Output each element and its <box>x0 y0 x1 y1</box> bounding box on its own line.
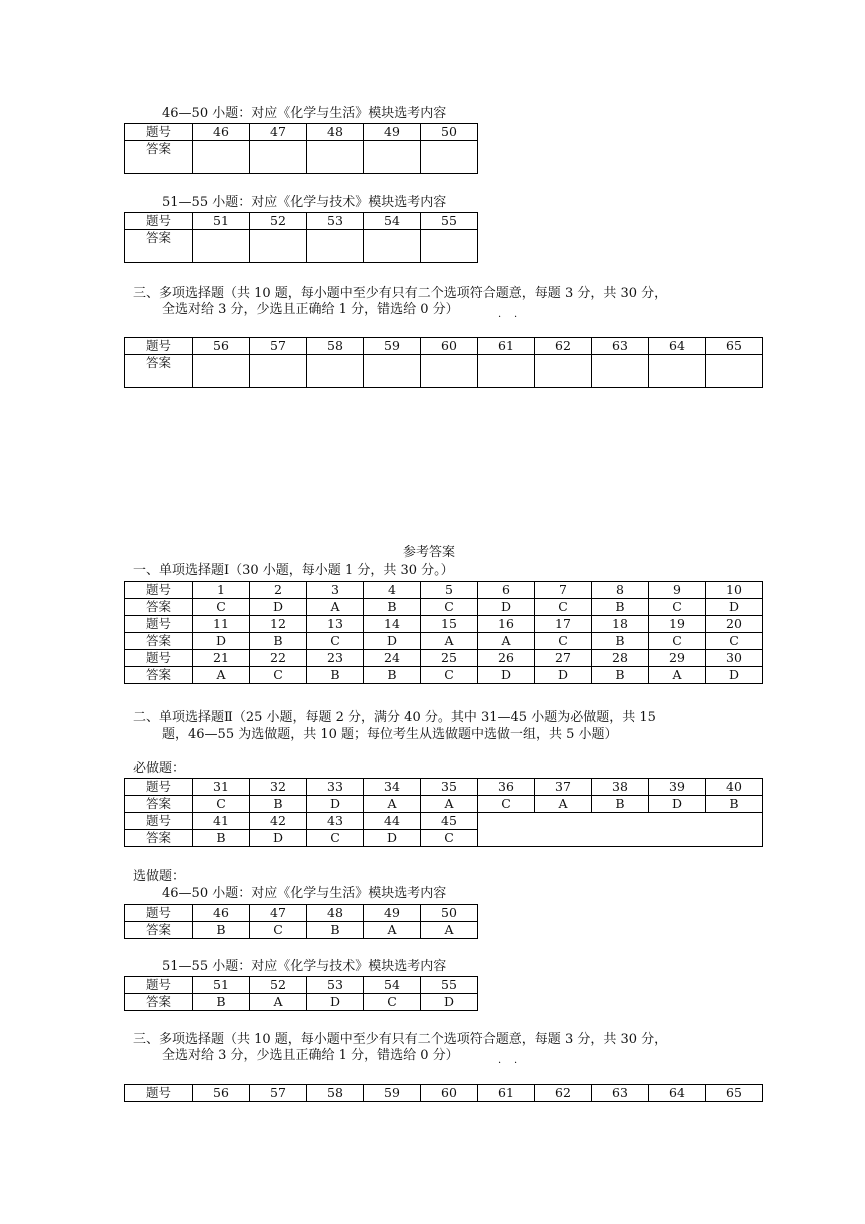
table-row <box>125 1085 763 1102</box>
row-label: 题号 <box>125 1085 193 1102</box>
q-cell: 22 <box>250 650 307 667</box>
answer-cell[interactable] <box>706 355 763 388</box>
answer-cell[interactable] <box>307 355 364 388</box>
table-row <box>125 633 763 650</box>
answer-value: D <box>364 830 421 847</box>
table-row <box>125 213 478 230</box>
elective-label: 选做题： <box>133 869 186 884</box>
q-cell: 24 <box>364 650 421 667</box>
q-cell: 63 <box>592 1085 649 1102</box>
table-row <box>125 582 763 599</box>
q-cell: 51 <box>193 977 250 994</box>
answer-value: B <box>307 922 364 939</box>
emphasis-dot: · <box>498 312 502 323</box>
q-cell: 10 <box>706 582 763 599</box>
answer-cell[interactable] <box>364 355 421 388</box>
q-cell: 65 <box>706 1085 763 1102</box>
answer-cell[interactable] <box>307 141 364 174</box>
row-label: 题号 <box>125 582 193 599</box>
answer-value: C <box>364 994 421 1011</box>
q-cell: 14 <box>364 616 421 633</box>
answers-table-46-50 <box>124 904 478 939</box>
answer-value: D <box>364 633 421 650</box>
table-row <box>125 905 478 922</box>
answer-value: A <box>649 667 706 684</box>
table-row <box>125 977 478 994</box>
answer-cell[interactable] <box>250 355 307 388</box>
table-row <box>125 338 763 355</box>
q-cell: 2 <box>250 582 307 599</box>
row-label: 答案 <box>125 994 193 1011</box>
answer-value: B <box>193 830 250 847</box>
q-cell: 61 <box>478 1085 535 1102</box>
answer-cell[interactable] <box>307 230 364 263</box>
row-label: 题号 <box>125 616 193 633</box>
answer-value: B <box>250 796 307 813</box>
q-cell: 58 <box>307 338 364 355</box>
answer-value: D <box>649 796 706 813</box>
q-cell: 20 <box>706 616 763 633</box>
q-cell: 43 <box>307 813 364 830</box>
answer-value: C <box>193 599 250 616</box>
answer-cell[interactable] <box>592 355 649 388</box>
answer-value: A <box>307 599 364 616</box>
answers-table-51-55 <box>124 976 478 1011</box>
q-cell: 50 <box>421 905 478 922</box>
table-row <box>125 355 763 388</box>
q-cell: 29 <box>649 650 706 667</box>
answer-value: A <box>478 633 535 650</box>
q-cell: 35 <box>421 779 478 796</box>
answers-table-31-45 <box>124 778 763 847</box>
row-label: 答案 <box>125 141 193 174</box>
q-cell: 56 <box>193 1085 250 1102</box>
answer-value: C <box>478 796 535 813</box>
q-cell: 53 <box>307 977 364 994</box>
q-cell: 3 <box>307 582 364 599</box>
table-row <box>125 779 763 796</box>
q-cell: 38 <box>592 779 649 796</box>
table-row <box>125 616 763 633</box>
answer-cell[interactable] <box>421 141 478 174</box>
answers-section3-line1: 三、多项选择题（共 10 题，每小题中至少有只有二个选项符合题意，每题 3 分，共 30 分， <box>133 1032 668 1047</box>
table-row <box>125 994 478 1011</box>
row-label: 答案 <box>125 633 193 650</box>
row-label: 题号 <box>125 650 193 667</box>
answer-value: D <box>250 599 307 616</box>
answers-title: 参考答案 <box>403 545 456 560</box>
answer-value: A <box>364 922 421 939</box>
answer-value: B <box>706 796 763 813</box>
q-cell: 42 <box>250 813 307 830</box>
q-cell: 56 <box>193 338 250 355</box>
q-cell: 60 <box>421 1085 478 1102</box>
answer-value: A <box>193 667 250 684</box>
section3-instruction-line1: 三、多项选择题（共 10 题，每小题中至少有只有二个选项符合题意，每题 3 分，共 30 分， <box>133 286 668 301</box>
answer-value: C <box>250 922 307 939</box>
answer-value: B <box>193 922 250 939</box>
emphasis-dot: · <box>514 312 518 323</box>
q-cell: 47 <box>250 124 307 141</box>
q-cell: 59 <box>364 338 421 355</box>
answer-value: D <box>421 994 478 1011</box>
q-cell: 1 <box>193 582 250 599</box>
answer-value: A <box>421 633 478 650</box>
q-cell: 54 <box>364 213 421 230</box>
answer-value: D <box>478 667 535 684</box>
table-row <box>125 813 763 830</box>
answer-value: C <box>421 830 478 847</box>
q-cell: 5 <box>421 582 478 599</box>
section3-instruction-line2: 全选对给 3 分，少选且正确给 1 分，错选给 0 分） <box>162 302 459 317</box>
blank-table-51-55 <box>124 212 478 263</box>
answer-value: B <box>592 633 649 650</box>
q-cell: 45 <box>421 813 478 830</box>
answer-value: A <box>535 796 592 813</box>
q-cell: 60 <box>421 338 478 355</box>
answer-value: C <box>421 599 478 616</box>
q-cell: 27 <box>535 650 592 667</box>
answer-cell[interactable] <box>421 230 478 263</box>
answer-value: B <box>193 994 250 1011</box>
q-cell: 25 <box>421 650 478 667</box>
q-cell: 55 <box>421 977 478 994</box>
q-cell: 33 <box>307 779 364 796</box>
answer-value: C <box>307 633 364 650</box>
q-cell: 31 <box>193 779 250 796</box>
q-cell: 61 <box>478 338 535 355</box>
q-cell: 49 <box>364 124 421 141</box>
row-label: 题号 <box>125 977 193 994</box>
answer-value: C <box>307 830 364 847</box>
q-cell: 58 <box>307 1085 364 1102</box>
answer-cell[interactable] <box>193 141 250 174</box>
answer-value: A <box>421 922 478 939</box>
row-label: 题号 <box>125 213 193 230</box>
row-label: 答案 <box>125 599 193 616</box>
q-cell: 48 <box>307 905 364 922</box>
answer-cell[interactable] <box>478 355 535 388</box>
section2-heading-line2: 题，46—55 为选做题，共 10 题；每位考生从选做题中选做一组，共 5 小题） <box>162 727 618 742</box>
blank-table-56-65 <box>124 337 763 388</box>
row-label: 答案 <box>125 667 193 684</box>
q-cell: 8 <box>592 582 649 599</box>
q-cell: 54 <box>364 977 421 994</box>
section2-heading-line1: 二、单项选择题Ⅱ（25 小题，每题 2 分，满分 40 分。其中 31—45 小题为必做题，共 15 <box>133 710 656 725</box>
answer-value: C <box>535 599 592 616</box>
table-row <box>125 922 478 939</box>
q-cell: 32 <box>250 779 307 796</box>
answer-value: C <box>193 796 250 813</box>
answer-cell[interactable] <box>193 355 250 388</box>
answer-value: A <box>250 994 307 1011</box>
q-cell: 62 <box>535 1085 592 1102</box>
q-cell: 41 <box>193 813 250 830</box>
q-cell: 52 <box>250 213 307 230</box>
q-cell: 47 <box>250 905 307 922</box>
q-cell: 64 <box>649 338 706 355</box>
required-label: 必做题： <box>133 761 186 776</box>
answer-cell[interactable] <box>364 230 421 263</box>
q-cell: 40 <box>706 779 763 796</box>
answer-value: C <box>649 633 706 650</box>
answers-section3-line2: 全选对给 3 分，少选且正确给 1 分，错选给 0 分） <box>162 1048 459 1063</box>
q-cell: 7 <box>535 582 592 599</box>
q-cell: 17 <box>535 616 592 633</box>
q-cell: 9 <box>649 582 706 599</box>
q-cell: 26 <box>478 650 535 667</box>
q-cell: 59 <box>364 1085 421 1102</box>
answer-cell[interactable] <box>421 355 478 388</box>
answer-value: D <box>193 633 250 650</box>
answer-value: D <box>478 599 535 616</box>
answer-value: D <box>307 994 364 1011</box>
table-row <box>125 230 478 263</box>
answer-value: B <box>592 599 649 616</box>
row-label: 答案 <box>125 355 193 388</box>
q-cell: 44 <box>364 813 421 830</box>
row-label: 题号 <box>125 124 193 141</box>
q-cell: 37 <box>535 779 592 796</box>
answer-cell[interactable] <box>649 355 706 388</box>
row-label: 题号 <box>125 338 193 355</box>
q-cell: 34 <box>364 779 421 796</box>
q-cell: 64 <box>649 1085 706 1102</box>
q-cell: 46 <box>193 905 250 922</box>
heading-46-50: 46—50 小题：对应《化学与生活》模块选考内容 <box>162 106 447 121</box>
elective-heading-46-50: 46—50 小题：对应《化学与生活》模块选考内容 <box>162 886 447 901</box>
answer-value: C <box>421 667 478 684</box>
emphasis-dot: · <box>498 1058 502 1069</box>
q-cell: 15 <box>421 616 478 633</box>
q-cell: 48 <box>307 124 364 141</box>
answer-value: B <box>364 667 421 684</box>
elective-heading-51-55: 51—55 小题：对应《化学与技术》模块选考内容 <box>162 959 447 974</box>
q-cell: 46 <box>193 124 250 141</box>
row-label: 答案 <box>125 796 193 813</box>
answer-value: B <box>364 599 421 616</box>
q-cell: 6 <box>478 582 535 599</box>
answer-value: C <box>649 599 706 616</box>
q-cell: 50 <box>421 124 478 141</box>
answer-cell[interactable] <box>250 230 307 263</box>
answer-value: B <box>592 796 649 813</box>
q-cell: 51 <box>193 213 250 230</box>
q-cell: 12 <box>250 616 307 633</box>
q-cell: 36 <box>478 779 535 796</box>
table-row <box>125 667 763 684</box>
q-cell: 30 <box>706 650 763 667</box>
answer-cell[interactable] <box>535 355 592 388</box>
answer-value: D <box>706 599 763 616</box>
q-cell: 52 <box>250 977 307 994</box>
emphasis-dot: · <box>514 1058 518 1069</box>
table-row <box>125 650 763 667</box>
answer-value: D <box>706 667 763 684</box>
q-cell: 21 <box>193 650 250 667</box>
blank-table-46-50 <box>124 123 478 174</box>
answers-table-56-65 <box>124 1084 763 1102</box>
row-label: 答案 <box>125 830 193 847</box>
answer-value: A <box>421 796 478 813</box>
q-cell: 23 <box>307 650 364 667</box>
answer-value: C <box>706 633 763 650</box>
q-cell: 63 <box>592 338 649 355</box>
answer-cell[interactable] <box>364 141 421 174</box>
answer-value: C <box>535 633 592 650</box>
merged-empty-cell <box>478 813 763 847</box>
q-cell: 16 <box>478 616 535 633</box>
row-label: 题号 <box>125 905 193 922</box>
heading-51-55: 51—55 小题：对应《化学与技术》模块选考内容 <box>162 195 447 210</box>
q-cell: 4 <box>364 582 421 599</box>
q-cell: 55 <box>421 213 478 230</box>
answer-value: D <box>250 830 307 847</box>
q-cell: 28 <box>592 650 649 667</box>
q-cell: 57 <box>250 338 307 355</box>
q-cell: 53 <box>307 213 364 230</box>
row-label: 答案 <box>125 922 193 939</box>
q-cell: 62 <box>535 338 592 355</box>
answer-value: C <box>250 667 307 684</box>
answer-cell[interactable] <box>250 141 307 174</box>
answer-value: B <box>307 667 364 684</box>
row-label: 题号 <box>125 779 193 796</box>
q-cell: 57 <box>250 1085 307 1102</box>
answer-cell[interactable] <box>193 230 250 263</box>
row-label: 答案 <box>125 230 193 263</box>
q-cell: 65 <box>706 338 763 355</box>
q-cell: 18 <box>592 616 649 633</box>
answers-table-1-30 <box>124 581 763 684</box>
answer-value: D <box>535 667 592 684</box>
section1-heading: 一、单项选择题Ⅰ（30 小题，每小题 1 分，共 30 分。） <box>133 563 454 578</box>
answer-value: B <box>250 633 307 650</box>
table-row <box>125 599 763 616</box>
table-row <box>125 141 478 174</box>
row-label: 题号 <box>125 813 193 830</box>
q-cell: 39 <box>649 779 706 796</box>
q-cell: 11 <box>193 616 250 633</box>
answer-value: A <box>364 796 421 813</box>
q-cell: 49 <box>364 905 421 922</box>
table-row <box>125 796 763 813</box>
q-cell: 19 <box>649 616 706 633</box>
table-row <box>125 124 478 141</box>
q-cell: 13 <box>307 616 364 633</box>
answer-value: D <box>307 796 364 813</box>
answer-value: B <box>592 667 649 684</box>
